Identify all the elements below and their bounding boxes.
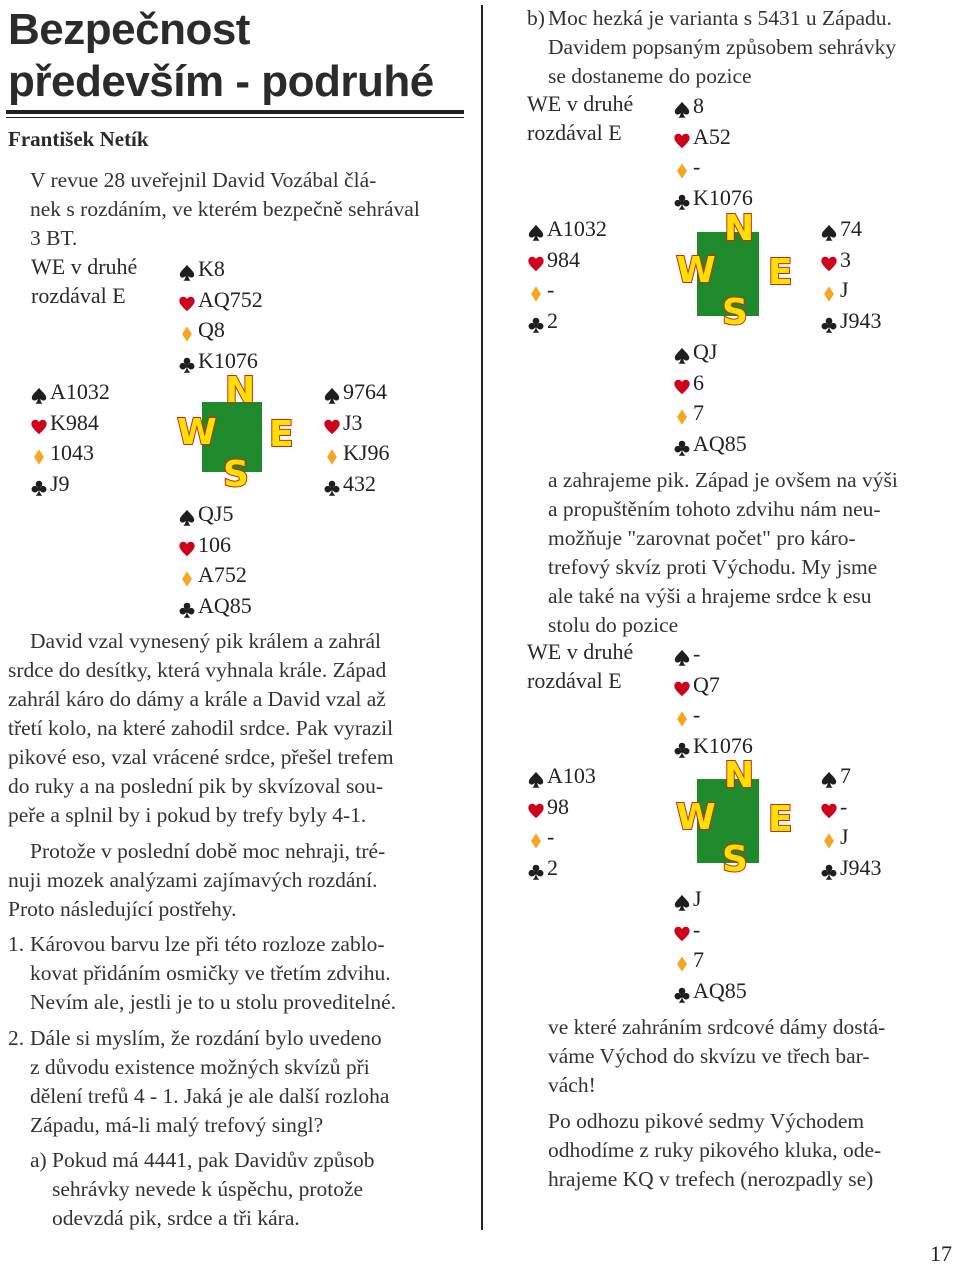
club-icon — [673, 982, 691, 1000]
text-line: odevzdá pik, srdce a tři kára. — [52, 1206, 300, 1230]
card-holding: QJ5 — [198, 501, 234, 527]
text-line: sehrávky nevede k úspěchu, protože — [52, 1177, 364, 1201]
item-2-number: 2. — [8, 1026, 25, 1050]
hand-east — [323, 377, 389, 499]
compass-e-label: E — [269, 414, 294, 455]
text-line: hrajeme KQ v trefech (nerozpadly se) — [548, 1167, 874, 1191]
card-holding: 1043 — [50, 440, 94, 466]
diamond-icon — [527, 281, 545, 299]
text-line: Károvou barvu lze při této rozloze zablo- — [30, 932, 385, 956]
suit-row — [527, 275, 607, 306]
text-line: Po odhozu pikové sedmy Východem — [548, 1109, 865, 1133]
text-line: z důvodu existence možných skvízů při — [30, 1055, 370, 1079]
club-icon — [673, 189, 691, 207]
compass-rose — [175, 372, 305, 502]
card-holding: 74 — [840, 216, 862, 242]
heart-icon — [527, 798, 545, 816]
suit-row — [673, 91, 753, 122]
deal3-header-line2: rozdával E — [527, 668, 622, 693]
paragraph-1 — [8, 627, 462, 830]
suit-row — [673, 976, 747, 1007]
hand-east — [820, 214, 882, 336]
item-2 — [30, 1024, 462, 1140]
text-line: Protože v poslední době moc nehraji, tré- — [30, 839, 386, 863]
compass-s-label: S — [722, 839, 748, 880]
text-line: stolu do pozice — [548, 613, 679, 637]
heart-icon — [673, 921, 691, 939]
card-holding: KJ96 — [343, 440, 390, 466]
text-line: vách! — [548, 1073, 596, 1097]
card-holding: 2 — [547, 307, 558, 333]
card-holding: - — [693, 916, 701, 942]
text-line: Západu, má-li malý trefový singl? — [30, 1113, 324, 1137]
heart-icon — [30, 414, 48, 432]
diamond-icon — [178, 566, 196, 584]
suit-row — [323, 377, 389, 408]
club-icon — [527, 312, 545, 330]
text-line: David vzal vynesený pik králem a zahrál — [30, 629, 382, 653]
intro-paragraph — [30, 166, 462, 253]
hand-south — [673, 337, 747, 459]
card-holding: Q7 — [693, 671, 720, 697]
deal3-header-line1: WE v druhé — [527, 639, 634, 664]
heart-icon — [673, 676, 691, 694]
spade-icon — [178, 260, 196, 278]
club-icon — [820, 859, 838, 877]
text-line: nuji mozek analýzami zajímavých rozdání. — [8, 868, 378, 892]
text-line: a zahrajeme pik. Západ je ovšem na výši — [548, 468, 898, 492]
card-holding: AQ85 — [198, 592, 252, 618]
hand-north — [178, 254, 263, 376]
card-holding: J9 — [50, 470, 70, 496]
card-holding: J — [840, 277, 849, 303]
diamond-icon — [178, 321, 196, 339]
suit-row — [323, 408, 389, 439]
text-line: Proto následující postřehy. — [8, 897, 237, 921]
suit-row — [527, 245, 607, 276]
text-line: dělení trefů 4 - 1. Jaká je ale další rozloha — [30, 1084, 390, 1108]
card-holding: 8 — [693, 93, 704, 119]
deal1-header-line2: rozdával E — [31, 283, 126, 308]
text-line: třetí kolo, na které zahodil srdce. Pak vyrazil — [8, 716, 394, 740]
suit-row — [178, 499, 252, 530]
text-line: srdce do desítky, která vyhnala krále. Západ — [8, 658, 387, 682]
suit-row — [820, 306, 882, 337]
paragraph-2 — [8, 837, 462, 924]
spade-icon — [527, 220, 545, 238]
suit-row — [673, 639, 753, 670]
title-rule — [6, 110, 464, 114]
club-icon — [30, 475, 48, 493]
suit-row — [673, 152, 753, 183]
card-holding: - — [547, 824, 555, 850]
compass-s-label: S — [223, 454, 249, 495]
card-holding: J — [840, 824, 849, 850]
club-icon — [323, 475, 341, 493]
suit-row — [527, 853, 596, 884]
diamond-icon — [673, 951, 691, 969]
item-b-label: b) — [527, 6, 545, 30]
suit-row — [673, 670, 753, 701]
compass-e-label: E — [768, 799, 793, 840]
suit-row — [820, 822, 882, 853]
hand-east — [820, 761, 882, 883]
card-holding: - — [547, 277, 555, 303]
hand-north — [673, 639, 753, 761]
card-holding: 106 — [198, 531, 231, 557]
card-holding: - — [693, 154, 701, 180]
suit-row — [673, 731, 753, 762]
article-title-line1: Bezpečnost — [8, 5, 250, 54]
heart-icon — [820, 251, 838, 269]
card-holding: A52 — [693, 123, 731, 149]
item-1-number: 1. — [8, 932, 25, 956]
text-line: 3 BT. — [30, 226, 78, 250]
card-holding: K984 — [50, 409, 99, 435]
hand-south — [178, 499, 252, 621]
club-icon — [178, 352, 196, 370]
text-line: do ruky a na poslední pik by skvízoval sou- — [8, 774, 384, 798]
card-holding: 9764 — [343, 379, 387, 405]
suit-row — [178, 254, 263, 285]
spade-icon — [673, 645, 691, 663]
heart-icon — [323, 414, 341, 432]
hand-south — [673, 884, 747, 1006]
heart-icon — [673, 374, 691, 392]
suit-row — [30, 408, 110, 439]
author: František Netík — [8, 127, 149, 151]
suit-row — [527, 306, 607, 337]
card-holding: J — [693, 886, 702, 912]
item-a — [52, 1146, 462, 1233]
item-b — [548, 4, 956, 91]
card-holding: J943 — [840, 307, 882, 333]
suit-row — [673, 368, 747, 399]
compass-n-label: N — [225, 370, 256, 411]
card-holding: J943 — [840, 854, 882, 880]
card-holding: A1032 — [50, 379, 110, 405]
suit-row — [178, 560, 252, 591]
hand-west — [30, 377, 110, 499]
spade-icon — [323, 383, 341, 401]
suit-row — [820, 853, 882, 884]
heart-icon — [527, 251, 545, 269]
text-line: váme Východ do skvízu ve třech bar- — [548, 1044, 870, 1068]
compass-w-label: W — [676, 250, 716, 291]
text-line: ve které zahráním srdcové dámy dostá- — [548, 1015, 886, 1039]
diamond-icon — [820, 828, 838, 846]
text-line: trefový skvíz proti Východu. My jsme — [548, 555, 878, 579]
deal1-header-line1: WE v druhé — [31, 254, 138, 279]
text-line: odhodíme z ruky pikového kluka, ode- — [548, 1138, 882, 1162]
card-holding: AQ752 — [198, 286, 263, 312]
heart-icon — [820, 798, 838, 816]
card-holding: A103 — [547, 763, 596, 789]
card-holding: - — [693, 702, 701, 728]
title-rule-thin — [6, 117, 464, 118]
suit-row — [323, 438, 389, 469]
card-holding: Q8 — [198, 317, 225, 343]
club-icon — [673, 737, 691, 755]
item-a-label: a) — [30, 1148, 47, 1172]
compass-w-label: W — [177, 412, 217, 453]
club-icon — [178, 597, 196, 615]
card-holding: 6 — [693, 369, 704, 395]
text-line: nek s rozdáním, ve kterém bezpečně sehrával — [30, 197, 420, 221]
suit-row — [820, 275, 882, 306]
text-line: a propuštěním tohoto zdvihu nám neu- — [548, 497, 881, 521]
suit-row — [673, 700, 753, 731]
suit-row — [820, 245, 882, 276]
card-holding: 7 — [693, 400, 704, 426]
diamond-icon — [673, 404, 691, 422]
deal2-header-line1: WE v druhé — [527, 91, 634, 116]
text-line: se dostaneme do pozice — [548, 64, 752, 88]
card-holding: K1076 — [693, 184, 753, 210]
text-line: kovat přidáním osmičky ve třetím zdvihu. — [30, 961, 391, 985]
diamond-icon — [323, 444, 341, 462]
article-title-line2: především - podruhé — [8, 57, 434, 106]
page-number: 17 — [930, 1241, 952, 1266]
heart-icon — [673, 128, 691, 146]
card-holding: 7 — [693, 947, 704, 973]
suit-row — [673, 429, 747, 460]
diamond-icon — [820, 281, 838, 299]
suit-row — [30, 377, 110, 408]
club-icon — [820, 312, 838, 330]
card-holding: K1076 — [693, 732, 753, 758]
diamond-icon — [30, 444, 48, 462]
suit-row — [323, 469, 389, 500]
compass-s-label: S — [722, 292, 748, 333]
card-holding: A1032 — [547, 216, 607, 242]
card-holding: K1076 — [198, 347, 258, 373]
spade-icon — [673, 343, 691, 361]
spade-icon — [820, 220, 838, 238]
heart-icon — [178, 291, 196, 309]
suit-row — [673, 337, 747, 368]
suit-row — [673, 945, 747, 976]
card-holding: 7 — [840, 763, 851, 789]
suit-row — [178, 530, 252, 561]
text-line: Nevím ale, jestli je to u stolu proveditelné. — [30, 990, 397, 1014]
text-line: Dále si myslím, že rozdání bylo uvedeno — [30, 1026, 382, 1050]
text-line: V revue 28 uveřejnil David Vozábal člá- — [30, 168, 377, 192]
card-holding: 432 — [343, 470, 376, 496]
diamond-icon — [527, 828, 545, 846]
suit-row — [30, 438, 110, 469]
card-holding: - — [693, 641, 701, 667]
spade-icon — [820, 767, 838, 785]
suit-row — [673, 122, 753, 153]
text-line: Moc hezká je varianta s 5431 u Západu. — [548, 6, 892, 30]
suit-row — [820, 214, 882, 245]
suit-row — [30, 469, 110, 500]
compass-e-label: E — [768, 252, 793, 293]
card-holding: 2 — [547, 854, 558, 880]
hand-west — [527, 761, 596, 883]
suit-row — [527, 792, 596, 823]
suit-row — [673, 183, 753, 214]
suit-row — [527, 214, 607, 245]
suit-row — [527, 822, 596, 853]
spade-icon — [30, 383, 48, 401]
heart-icon — [178, 536, 196, 554]
club-icon — [527, 859, 545, 877]
suit-row — [820, 792, 882, 823]
suit-row — [673, 398, 747, 429]
card-holding: J3 — [343, 409, 363, 435]
diamond-icon — [673, 158, 691, 176]
text-line: ale také na výši a hrajeme srdce k esu — [548, 584, 872, 608]
compass-n-label: N — [724, 208, 755, 249]
suit-row — [178, 346, 263, 377]
compass-rose — [674, 210, 804, 340]
column-divider — [481, 5, 483, 1230]
text-line: peře a splnil by i pokud by trefy byly 4-1. — [8, 803, 367, 827]
paragraph-5 — [548, 1107, 956, 1194]
text-line: Davidem popsaným způsobem sehrávky — [548, 35, 897, 59]
hand-north — [673, 91, 753, 213]
card-holding: AQ85 — [693, 430, 747, 456]
text-line: Pokud má 4441, pak Davidův způsob — [52, 1148, 375, 1172]
text-line: zahrál káro do dámy a krále a David vzal až — [8, 687, 386, 711]
text-line: pikové eso, vzal vrácené srdce, přešel trefem — [8, 745, 394, 769]
card-holding: 984 — [547, 246, 580, 272]
compass-w-label: W — [676, 797, 716, 838]
card-holding: 3 — [840, 246, 851, 272]
card-holding: QJ — [693, 339, 718, 365]
suit-row — [673, 915, 747, 946]
suit-row — [178, 315, 263, 346]
spade-icon — [527, 767, 545, 785]
card-holding: K8 — [198, 256, 225, 282]
card-holding: A752 — [198, 562, 247, 588]
suit-row — [178, 591, 252, 622]
diamond-icon — [673, 706, 691, 724]
text-line: možňuje "zarovnat počet" pro káro- — [548, 526, 856, 550]
card-holding: 98 — [547, 793, 569, 819]
deal2-header-line2: rozdával E — [527, 120, 622, 145]
card-holding: AQ85 — [693, 977, 747, 1003]
suit-row — [178, 285, 263, 316]
club-icon — [673, 435, 691, 453]
spade-icon — [673, 890, 691, 908]
hand-west — [527, 214, 607, 336]
suit-row — [820, 761, 882, 792]
suit-row — [527, 761, 596, 792]
item-1 — [30, 930, 462, 1017]
compass-rose — [674, 757, 804, 887]
compass-n-label: N — [724, 755, 755, 796]
suit-row — [673, 884, 747, 915]
spade-icon — [178, 505, 196, 523]
paragraph-4 — [548, 1013, 956, 1100]
card-holding: - — [840, 793, 848, 819]
spade-icon — [673, 97, 691, 115]
paragraph-3 — [548, 466, 956, 640]
